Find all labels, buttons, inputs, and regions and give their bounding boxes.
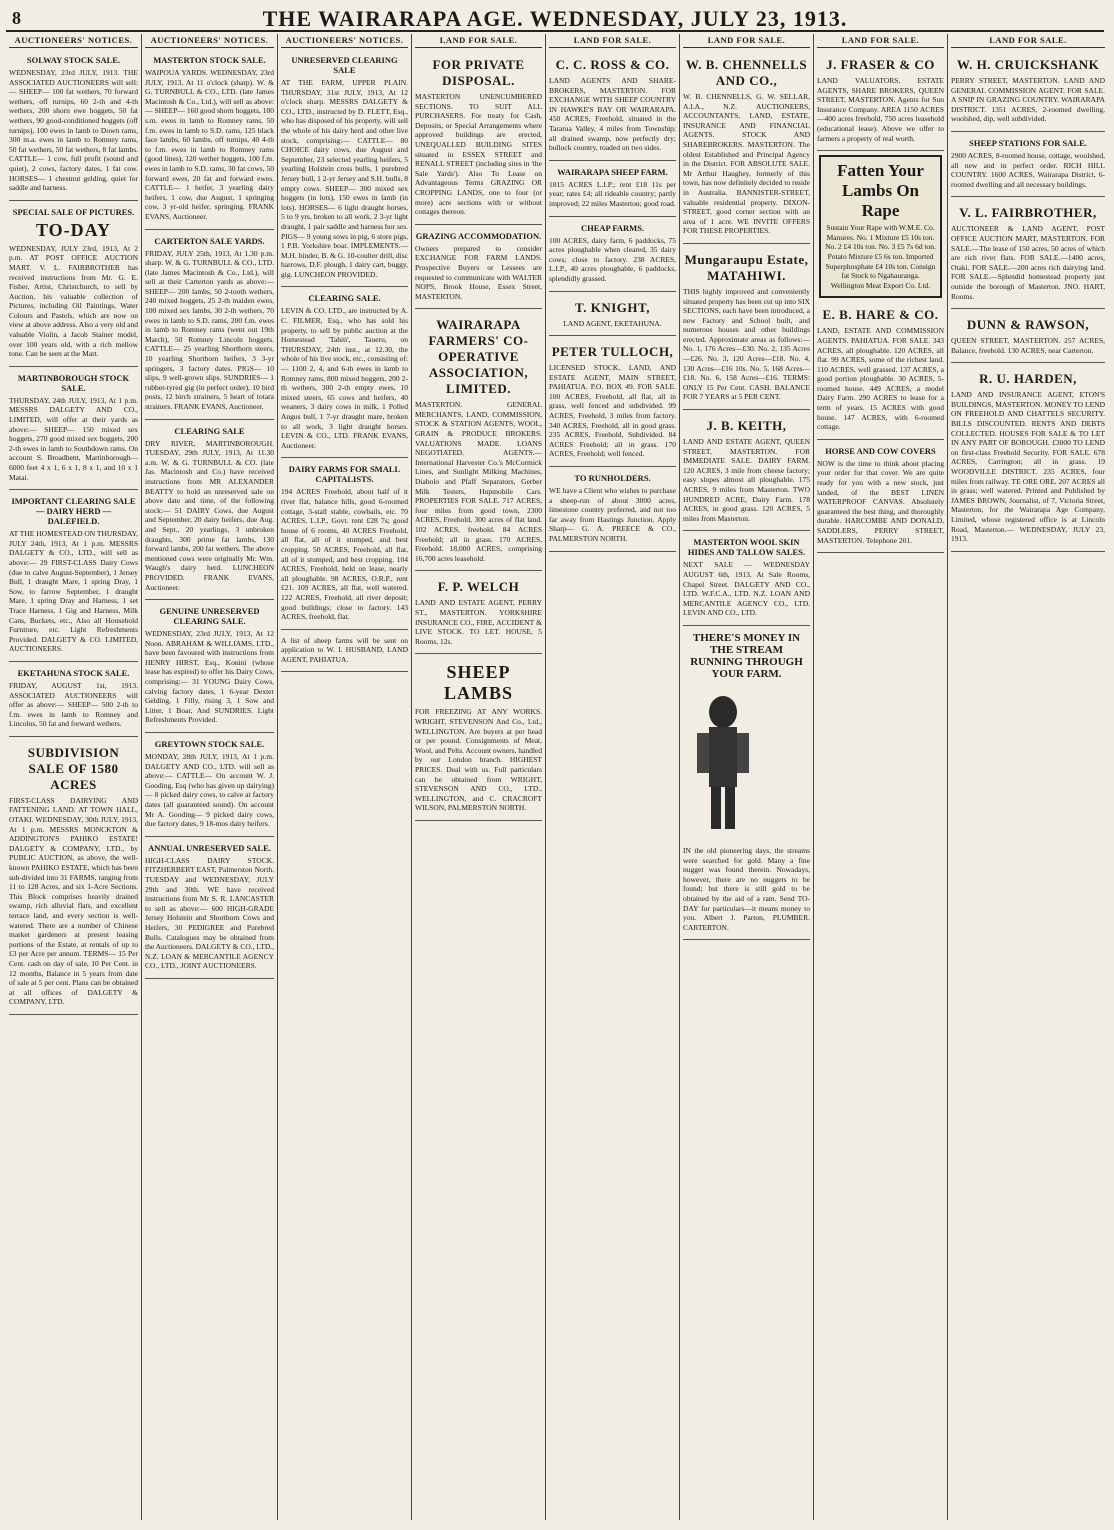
ad-fraser-and-co bbox=[817, 52, 944, 151]
ad-heading: V. L. FAIRBROTHER, bbox=[959, 205, 1097, 221]
ad-cruickshank bbox=[951, 52, 1105, 132]
ad-martinborough-stock-sale bbox=[9, 370, 138, 490]
ad-heading: J. FRASER & CO bbox=[826, 57, 935, 72]
ad-masterton-stock-sale bbox=[145, 52, 274, 230]
column-header: LAND FOR SALE. bbox=[683, 34, 810, 48]
ad-private-disposal bbox=[415, 52, 542, 225]
ad-heading: W. H. CRUICKSHANK bbox=[956, 57, 1100, 72]
ad-grazing-accommodation bbox=[415, 228, 542, 310]
column-7 bbox=[814, 34, 948, 1520]
ad-hare-and-co bbox=[817, 302, 944, 440]
ad-body: FRIDAY, JULY 25th, 1913, At 1.30 p.m. sharp. W. & G. TURNBULL & CO., LTD. (late James Macintosh & Co., Ltd.), will sell at their Carterton yards as above:— SHEEP— 200 lambs, 50 2-tooth wethers, 240 mixed hoggets, 25 2-th maiden ewes, 100 mixed sex lambs, 30 2-th wethers, 70 ewes in lamb to S.D. rams, 200 f.m. ewes in lamb to Romney rams (went out 19th March), 50 Romney Lincoln hoggets. CATTLE— 25 yearling Shorthorn steers, 10 yearling Shorthorn heifers, 3 3-yr springers, 3 factory dates. PIGS— 10 slips, 9 well-grown slips. SUNDRIES— 1 rubber-tyred gig (in perfect order), 10 bird posts, 12 birch strainers, 5 heart of totara strainers. FRANK EVANS, Auctioneer. bbox=[145, 248, 274, 411]
page-number: 8 bbox=[12, 8, 21, 28]
ad-body: Owners prepared to consider EXCHANGE FOR FARM LANDS. Prospective Buyers or Lessees are requested to communicate with WALTER NOPS, Brook House, Essex Street, MASTERTON. bbox=[415, 243, 542, 301]
ad-heading: FOR PRIVATE DISPOSAL. bbox=[432, 57, 525, 88]
ad-chennells bbox=[683, 52, 810, 244]
ad-horse-cow-covers bbox=[817, 443, 944, 553]
ad-body: THIS highly improved and conveniently situated property has been cut up into SIX SECTIONS, each have been introduced, a new Factory and School built, and numerous houses and other buildings erected. Approximate areas as follows:— No. 1, 176 Acres—£30. No. 2, 135 Acres—£26. No. 3, 120 Acres—£18. No. 4, 130 Acres—£16 10s. No. 5, 168 Acres—£18. No. 6, 158 Acres—£16. TERMS: ONLY 15 Per Cent. CASH. BALANCE FOR 7 YEARS at 5 PER CENT. bbox=[683, 286, 810, 402]
ad-heading: SPECIAL SALE OF PICTURES. bbox=[12, 206, 135, 217]
ad-dalefield-clearing-sale bbox=[9, 493, 138, 662]
ad-heading: C. C. ROSS & CO. bbox=[555, 57, 670, 72]
ad-body: DRY RIVER, MARTINBOROUGH. TUESDAY, 29th JULY, 1913, At 11.30 a.m. W. & G. TURNBULL & CO. (late Jas. Macintosh and Co.) have received instructions from MR ALEXANDER BEATTY to hold an unreserved sale on above date and time, of the following stock:— 51 DAIRY Cows, due August and September, 20 dairy heifers, due Aug. and Sept., 20 yearlings, 3 unbroken draughts, 300 prime fat lambs, 130 forward lambs, 200 fat wethers. The above mentioned cows were originally Mr. Wm. Waugh's dairy herd. LUNCHEON PROVIDED. FRANK EVANS, Auctioneer. bbox=[145, 438, 274, 592]
column-header: LAND FOR SALE. bbox=[951, 34, 1105, 48]
ad-heading: MARTINBOROUGH STOCK SALE. bbox=[17, 372, 130, 393]
ad-body: WEDNESDAY, 23rd JULY, 1913. THE ASSOCIATED AUCTIONEERS will sell:— SHEEP— 100 fat wethers, 70 forward wethers, off turnips, 60 2-th and 4-th wethers, 200 shorn ewe hoggets, 50 fat wethers, 90 good-conditioned hoggets (off turnips), 100 ewes in lamb to Down rams, 300 m.a. ewes in lamb to Romney rams, 50 fat wethers, 50 fat wethers, 8 fat lambs. CATTLE— 1 cow, full profit (sound and quiet), 2 cows, factory dates, 1 fat cow. HORSES— 1 chestnut gelding, quiet for saddle and harness. bbox=[9, 68, 138, 193]
ad-body: Sustain Your Rape with W.M.E. Co. Manures. No. 1 Mixture £5 10s ton. No. 2 £4 10s ton. No. 3 £5 7s 6d ton. Potato Mixture £5 6s ton. Imported Superphosphate £4 10s ton. Consign fat Stock to Ngahauranga. Wellington Meat Export Co. Ltd. bbox=[825, 223, 936, 290]
ad-cheap-farms bbox=[549, 220, 676, 292]
ad-heading: ANNUAL UNRESERVED SALE. bbox=[148, 842, 271, 853]
ad-mungaraupu-estate bbox=[683, 247, 810, 410]
ad-heading: GENUINE UNRESERVED CLEARING SALE. bbox=[159, 606, 260, 627]
column-4 bbox=[412, 34, 546, 1520]
newspaper-title: THE WAIRARAPA AGE. WEDNESDAY, JULY 23, 1913. bbox=[262, 6, 848, 31]
ad-body: MASTERTON. GENERAL MERCHANTS, LAND, COMMISSION, STOCK & STATION AGENTS, WOOL, GRAIN & PRODUCE BROKERS. VALUATIONS MADE. LOANS NEGOTIATED. AGENTS.—International Harvester Co.'s McCormick Lines, and Sunlight Milking Machines, Diabolo and Pfaff Separators, Gerber Milk Testers, Hupmobile Cars. PROPERTIES FOR SALE. 717 ACRES, four miles from good town, 2300 ACRES, Freehold, 300 acres of flat land. 102 ACRES, freehold. 84 ACRES Freehold; all in grass. 170 ACRES, Freehold. 18,000 ACRES, comprising 16,700 acres leasehold. bbox=[415, 400, 542, 563]
column-3 bbox=[278, 34, 412, 1520]
ad-money-in-stream bbox=[683, 629, 810, 940]
ad-fatten-lambs-rape bbox=[819, 155, 942, 298]
ad-body: WE have a Client who wishes to purchase a sheep-run of about 3000 acres, limestone country preferred, and not too far away from Hastings Junction. Apply Sharp— G. A. PREECE & CO., PALMERSTON NORTH. bbox=[549, 486, 676, 543]
ad-heading: WAIRARAPA SHEEP FARM. bbox=[557, 166, 668, 177]
ad-heading: PETER TULLOCH, bbox=[551, 344, 674, 360]
ad-fairbrother bbox=[951, 200, 1105, 309]
ad-heading: EKETAHUNA STOCK SALE. bbox=[17, 667, 130, 678]
ad-special-sale-pictures bbox=[9, 204, 138, 367]
ad-heading: HORSE AND COW COVERS bbox=[825, 445, 936, 456]
ad-body: NEXT SALE — WEDNESDAY AUGUST 6th, 1913. At Sale Rooms, Chapel Street. DALGETY AND CO., LTD. W.F.C.A., LTD. N.Z. LOAN AND MERCANTILE AGENCY CO., LTD. LEVIN AND CO., LTD. bbox=[683, 560, 810, 618]
masthead bbox=[6, 6, 1104, 32]
ad-heading: F. P. WELCH bbox=[437, 579, 520, 595]
ad-heading: SUBDIVISION SALE OF 1580 ACRES bbox=[27, 744, 120, 792]
ad-heading: THERE'S MONEY IN THE STREAM RUNNING THROUGH YOUR FARM. bbox=[690, 631, 803, 680]
ad-body: LAND AND ESTATE AGENT, QUEEN STREET, MASTERTON. FOR IMMEDIATE SALE. DAIRY FARM. 120 ACRES, 3 mile from cheese factory; easy slopes almost all ploughable. 175 ACRES, 9 miles from Masterton. TWO HUNDRED ACRE, Dairy Farm. 178 ACRES, in good grass. 120 ACRES, 5 miles from Masterton. bbox=[683, 437, 810, 523]
ad-heading: CLEARING SALE. bbox=[308, 293, 381, 304]
ad-heading: SHEEP STATIONS FOR SALE. bbox=[969, 137, 1087, 148]
ad-body: LAND VALUATORS, ESTATE AGENTS, SHARE BROKERS, QUEEN STREET, MASTERTON. Agents for Sun Insurance Company. AREA 1150 ACRES—400 acres freehold, 750 acres leasehold (educational lease). Above we offer to farmers a property of real worth. bbox=[817, 76, 944, 143]
ad-heading: R. U. HARDEN, bbox=[979, 371, 1077, 387]
ad-heading: SHEEP LAMBS bbox=[443, 662, 513, 704]
ad-body: FOR FREEZING AT ANY WORKS. WRIGHT, STEVENSON And Co., Ltd., WELLINGTON. Are buyers at per head or per pound. Consignments of Meat, Wool, and Pelts. Account owners, handled by our London branch. HIGHEST PRICES. Deal with us. Full particulars can be obtained from WRIGHT, STEVENSON AND CO., LTD., WELLINGTON, and C. CRACROFT WILSON, PALMERSTON NORTH. bbox=[415, 707, 542, 813]
ad-body: 194 ACRES Freehold, about half of it river flat, balance hills, good 6-roomed cottage, 3-stall stable, cowbails, etc. 70 ACRES, L.I.P., Govt. rent £28 7s; good house of 6 rooms, 40 ACRES Freehold, all flat, all of it stumped, and best cropping. 50 ACRES, Freehold, all flat, all of it stumped, and best cropping. 104 ACRES, Freehold, held on lease, nearly all ploughable. 98 ACRES, O.R.P., rent £21. 109 ACRES, all flat, well watered. 122 ACRES, Freehold, all river deposit; good buildings; close to factory. 143 ACRES, freehold, flat. bbox=[281, 487, 408, 622]
ad-clearing-sale-dry-river bbox=[145, 423, 274, 601]
ad-heading: CHEAP FARMS. bbox=[580, 222, 645, 233]
ad-ross-and-co bbox=[549, 52, 676, 161]
column-header: AUCTIONEERS' NOTICES. bbox=[281, 34, 408, 48]
ad-title: TO-DAY bbox=[35, 219, 112, 240]
ad-unreserved-clearing-sale bbox=[281, 52, 408, 287]
ad-heading: SOLWAY STOCK SALE. bbox=[26, 55, 121, 65]
ad-body: 1815 ACRES L.I.P.; rent £18 11s per year; rates £4; all rideable country; partly improved; 22 miles Masterton; good road. bbox=[549, 179, 676, 208]
ad-wairarapa-sheep-farm bbox=[549, 164, 676, 217]
ad-body: AUCTIONEER & LAND AGENT, POST OFFICE AUCTION MART, MASTERTON. FOR SALE.—The lease of 150 acres, 50 acres of which are rich river flats. FOR SALE.—1400 acres, Otaki. FOR SALE.—200 acres rich dairying land. FOR SALE.—Splendid homestead property just outside the borough of Masterton. JNO. HART, Rooms. bbox=[951, 224, 1105, 301]
ad-heading: GRAZING ACCOMMODATION. bbox=[415, 230, 542, 241]
ad-annual-unreserved-sale bbox=[145, 840, 274, 979]
ad-body: LAND, ESTATE AND COMMISSION AGENTS. PAHIATUA. FOR SALE. 343 ACRES, all ploughable. 120 ACRES, all flat. 99 ACRES, some of the richest land. 110 ACRES, well grassed. 137 ACRES, a good portion ploughable. 30 ACRES, 5-roomed house. 449 ACRES, a model Dairy Farm. 290 ACRES to lease for a term of years. 15 ACRES with good house. 147 ACRES, with 6-roomed cottage. bbox=[817, 326, 944, 432]
ad-body: LAND AND INSURANCE AGENT, ETON'S BUILDINGS, MASTERTON. MONEY TO LEND ON FREEHOLD AND CHATTELS SECURITY. BILLS DISCOUNTED. RENTS AND DEBTS COLLECTED. HOUSES FOR SALE & TO LET IN ANY PART OF BOROUGH. £3000 TO LEND on first-class Freehold Security. FOR SALE. 678 ACRES, Carrington; all in grass. 19 WOODVILLE DISTRICT. 235 ACRES, four miles from railway. TE ORE ORE. 207 ACRES all in grass; well watered. Printed and Published by JAMES BROWN, Journalist, of 7, Victoria Street, Masterton, for the Wairarapa Age Company, Limited, whose registered office is at Lincoln Road, Masterton.— WEDNESDAY, JULY 23, 1913. bbox=[951, 390, 1105, 544]
ad-dunn-rawson bbox=[951, 312, 1105, 363]
ad-greytown-stock-sale bbox=[145, 736, 274, 837]
ad-heading: Mungaraupu Estate, MATAHIWI. bbox=[684, 251, 809, 283]
ad-eketahuna-stock-sale bbox=[9, 665, 138, 737]
ad-body: LAND AGENT, EKETAHUNA. bbox=[563, 318, 662, 328]
ad-heading: E. B. HARE & CO. bbox=[822, 307, 939, 323]
ad-body: MASTERTON UNENCUMBERED SECTIONS. TO SUIT ALL PURCHASERS. For treaty for Cash, Deposits, or Special Arrangements where approved buildings are erected, UNEQUALLED BUILDING SITES situated in ESSEX STREET and RENALL STREET (including sites in 'the Sale Yards'). Also To Lease on Advantageous Terms GRAZING OR CROPPING LANDS, one to four (or more) acre sections with or without cottages thereon. bbox=[415, 92, 542, 217]
ad-pahiko-estate bbox=[9, 740, 138, 1015]
ad-heading: WAIRARAPA FARMERS' CO-OPERATIVE ASSOCIATION, LIMITED. bbox=[428, 317, 529, 397]
ad-body: AT THE FARM, UPPER PLAIN. THURSDAY, 31st JULY, 1913, At 12 o'clock sharp. MESSRS DALGETY & CO., LTD., instructed by D. FLETT, Esq., who has disposed of his property, will sell the whole of his dairy herd and other live stock, comprising:— CATTLE— 80 CHOICE dairy cows, due August and September, 23 selected yearling heifers, 5 yearling Holstein cross bulls, 1 purebred Jersey bull, 1 2-yr Jersey and S.H. bulls, 8 empty cows. SHEEP— 300 mixed sex hoggets (in lots), 150 ewes in lamb (in lots). HORSES— 6 light draught horses, 5 to 9 yrs, broken to all work, 2 3-yr light draught, 1 pair saddle and harness hor ses. PIGS— 9 young sows in pig, 6 store pigs, 1 P.B. Yorkshire boar. IMPLEMENTS.—M.H. binder, B. & G. 10-coulter drill, disc harrows, D.F. plough, 1 dairy cart, buggy, gig. LUNCHEON PROVIDED. bbox=[281, 78, 408, 279]
ad-body: FRIDAY, AUGUST 1st, 1913. ASSOCIATED AUCTIONEERS will offer as above:— SHEEP— 500 2-th to f.m. ewes in lamb to Romney and Lincolns, 50 fat and forward wethers. bbox=[9, 680, 138, 729]
ad-heading: J. B. KEITH, bbox=[706, 418, 787, 434]
ad-heading: MASTERTON WOOL SKIN HIDES AND TALLOW SALES. bbox=[687, 537, 806, 558]
ad-body: LEVIN & CO. LTD., are instructed by A. C. FILMER, Esq., who has sold his property, to sell by public auction at the Homestead 'Tahiti', Taueru, on THURSDAY, 24th inst., at 12.30, the whole of his live stock, etc., consisting of:— 1100 2, 4, and 6-th ewes in lamb to Romney rams, 800 mixed hoggets, 200 2-th wethers, 300 2-th empty ewes, 10 mixed steers, 65 cows and heifers, 40 weaners, 3 dairy cows in milk, 1 Polled Angus bull, 1 7-yr draught mare, broken to all work, 3 light draught horses. LEVIN & CO., LTD. FRANK EVANS, Auctioneer. bbox=[281, 306, 408, 450]
ad-body: WEDNESDAY, JULY 23rd, 1913, At 2 p.m. AT POST OFFICE AUCTION MART. V. L. FAIRBROTHER has received instructions from Mr. G. E. Fisher, Artist, Christchurch, to sell by Auction, his valuable collection of Pictures, including Oil Paintings, Water Colours and Pastels, which are now on view at above address. Also a very old and valuable Violin, a Jacob Stainer model, over 100 years old, with a rich mellow tone. Can be seen at the Mart. bbox=[9, 243, 138, 359]
column-8 bbox=[948, 34, 1108, 1520]
ad-body: 2900 ACRES, 8-roomed house, cottage, woolshed, all new and in perfect order. RICH HILL COUNTRY. 1600 ACRES, Wairarapa District, 6-roomed dwelling and all necessary buildings. bbox=[951, 150, 1105, 189]
ad-body: THURSDAY, 24th JULY, 1913, At 1 p.m. MESSRS DALGETY AND CO., LIMITED, will offer at their yards as above:— SHEEP— 150 mixed sex hoggets, 270 good mixed sex hoggets, 200 2-th ewes in lamb to Southdown rams. On account S. Broadbent, Martinborough— 6000 feet 4 x 1, 6 x 1, 8 x 1, and 10 x 1 Matai. bbox=[9, 395, 138, 482]
ad-body: W. B. CHENNELLS, G. W. SELLAR, A.I.A., N.Z. AUCTIONEERS, ACCOUNTANTS, LAND, ESTATE, INSURANCE AND FINANCIAL AGENTS. STOCK AND SHAREBROKERS. MASTERTON. The oldest Established and Principal Agency in the District. FOR ABSOLUTE SALE. Mr Arthur Haughey, formerly of this town, has now definitely decided to reside in Australia. BANNISTER-STREET, valuable residential property. DIXON-STREET, good corner section with an area of 1 acre. WE INVITE OFFERS FOR THESE PROPERTIES. bbox=[683, 92, 810, 236]
column-header: AUCTIONEERS' NOTICES. bbox=[145, 34, 274, 48]
cherub-figure-illustration bbox=[683, 687, 763, 837]
ad-heading: T. KNIGHT, bbox=[575, 299, 650, 315]
ad-peter-tulloch bbox=[549, 339, 676, 467]
ad-body: PERRY STREET, MASTERTON. LAND AND GENERAL COMMISSION AGENT. FOR SALE. A SNIP IN GRAZING COUNTRY. WAIRARAPA DISTRICT. 1351 ACRES, 2-roomed dwelling, woolshed, dip, well subdivided. bbox=[951, 76, 1105, 124]
column-header: LAND FOR SALE. bbox=[415, 34, 542, 48]
column-5 bbox=[546, 34, 680, 1520]
ad-body: A list of sheep farms will be sent on application to W. I. HUSBAND, LAND AGENT, PAHIATUA. bbox=[281, 635, 408, 664]
ad-heading: GREYTOWN STOCK SALE. bbox=[154, 739, 265, 750]
ad-dairy-farms bbox=[281, 461, 408, 629]
ad-heading: Fatten Your Lambs On Rape bbox=[837, 161, 924, 221]
column-2 bbox=[142, 34, 278, 1520]
ad-to-runholders bbox=[549, 470, 676, 552]
ad-husband-land-agent bbox=[281, 633, 408, 673]
ad-harden bbox=[951, 366, 1105, 552]
ad-knight bbox=[549, 295, 676, 337]
ad-wool-skin-sales bbox=[683, 534, 810, 626]
ad-body: QUEEN STREET, MASTERTON. 257 ACRES, Balance, freehold. 130 ACRES, near Carterton. bbox=[951, 336, 1105, 355]
ad-heading: W. B. CHENNELLS AND CO., bbox=[685, 57, 808, 88]
ad-body: WEDNESDAY, 23rd JULY, 1913, At 12 Noon. ABRAHAM & WILLIAMS, LTD., have been favoured with instructions from HENRY HIRST, Esq., Konini (whose lease has expired) to offer his Dairy Cows, comprising:— 31 YOUNG Dairy Cows, calving factory dates, 1 6-year Dexter Gelding, 1 Filly, rising 3, 1 Sow and Litter, 1 Boar, And SUNDRIES. Light Refreshments Provided. bbox=[145, 629, 274, 725]
ad-clearing-sale-levin bbox=[281, 290, 408, 458]
ad-wairarapa-farmers-coop bbox=[415, 312, 542, 571]
ad-solway-stock-sale bbox=[9, 52, 138, 201]
column-header: LAND FOR SALE. bbox=[817, 34, 944, 48]
ad-body: 100 ACRES, dairy farm, 6 paddocks, 75 acres ploughable when cleared, 35 dairy cows; close to factory. 238 ACRES, L.I.P., 40 acres ploughable, 6 paddocks, splendidly grassed. bbox=[549, 235, 676, 283]
column-header: AUCTIONEERS' NOTICES. bbox=[9, 34, 138, 48]
column-header: LAND FOR SALE. bbox=[549, 34, 676, 48]
ad-body: LAND AGENTS AND SHARE-BROKERS, MASTERTON. FOR EXCHANGE WITH SHEEP COUNTRY IN HAWKE'S BAY OR WAIRARAPA. 450 ACRES, Freehold, situated in the Tararua Valley, 4 miles from Township; all drained swamp, now perfectly dry; bullock country, roaded on two sides. bbox=[549, 76, 676, 153]
ad-heading: MASTERTON STOCK SALE. bbox=[153, 55, 266, 65]
ad-body: IN the old pioneering days, the streams were searched for gold. Many a fine nugget was found therein. Nowadays, however, there are no nuggets to be found; but there is still gold to be obtained by the aid of a ram. Send TO-DAY for particulars—it means money to you. Albert J. Parton, PLUMBER. CARTERTON. bbox=[683, 845, 810, 932]
ad-body: FIRST-CLASS DAIRYING AND FATTENING LAND. AT TOWN HALL, OTAKI. WEDNESDAY, 30th JULY, 1913, At 1 p.m. MESSRS MONCKTON & ADDINGTON'S PAHIKO ESTATE! DALGETY & COMPANY, LTD., by PUBLIC AUCTION, as above, the well-known PAHIKO ESTATE, which has been sub-divided into 31 FARMS, ranging from 11 to 128 Acres, and six 1-Acre Sections. This Block comprises heavily drained swamp, rich alluvial flats, and excellent terrace land, and every section is well-watered. There are a number of Chinese market gardeners at present leasing portions of the Estate, at rentals of up to £3 per Acre per annum. TERMS— 15 Per Cent. cash on day of sale, 10 Per Cent. in 12 months, Balance in 5 years from date of sale at 5 per cent. Plans can be obtained at all offices of DALGETY & COMPANY, LTD. bbox=[9, 795, 138, 1007]
ad-heading: DAIRY FARMS FOR SMALL CAPITALISTS. bbox=[288, 464, 401, 485]
ad-body: NOW is the time to think about placing your order for that cover. We are quite ready for you with a new stock, just landed, of the BEST LINEN WATERPROOF CANVAS. Absolutely guaranteed the best thing, and thoroughly durable. HARCOMBE AND DONALD, SADDLERS, PERRY STREET, MASTERTON. Telephone 201. bbox=[817, 458, 944, 545]
ad-heading: IMPORTANT CLEARING SALE — DAIRY HERD — DALEFIELD. bbox=[11, 496, 136, 527]
column-1 bbox=[6, 34, 142, 1520]
ad-heading: DUNN & RAWSON, bbox=[966, 317, 1090, 333]
ad-heading: CLEARING SALE bbox=[174, 425, 245, 436]
ad-sheep-lambs bbox=[415, 657, 542, 821]
column-6 bbox=[680, 34, 814, 1520]
ad-body: AT THE HOMESTEAD ON THURSDAY, JULY 24th, 1913, At 1 p.m. MESSRS DALGETY & CO., LTD., will sell as above:— 29 FIRST-CLASS Dairy Cows (due to calve August-September), 1 Jersey Bull, 1 draught Mare, 1 spring Dray, 1 Sow, to farrow September, 1 draught Mare, 1 spring Dray and Harness, 1 set Trace Harness, 1 Gig and Harness, Milk Cans, Buckets, etc., Also all Household Furniture, etc. Light Refreshments Provided. DALGETY & CO. LIMITED, AUCTIONEERS. bbox=[9, 529, 138, 654]
ad-keith bbox=[683, 413, 810, 531]
ad-carterton-sale-yards bbox=[145, 233, 274, 420]
ad-body: WAIPOUA YARDS. WEDNESDAY, 23rd JULY, 1913, At 11 o'clock (sharp). W. & G. TURNBULL & CO., LTD. (late James Macintosh & Co., Ltd.), will sell as above:— SHEEP— 160 good shorn hoggets, 100 s.m. ewes in lamb to Romney rams, 50 f.m. ewes in lamb to S.D. rams, 125 black face lambs, 60 lambs, off turnips, 40 4-th to f.m. ewes in lamb to Romney rams (good lines), 120 wether hoggets, 100 f.m. ewes in lamb to S.D. rams, 30 fat cows, 50 forward ewes, 20 fat and forward ewes. CATTLE— 1 heifer, 3 yearling dairy heifers, 1 cow, due August, 1 springing cow, 3 yr-old heifer, springing. FRANK EVANS, Auctioneer. bbox=[145, 68, 274, 221]
ad-body: LICENSED STOCK, LAND, AND ESTATE AGENT, MAIN STREET, PAHIATUA. P.O. BOX 49. FOR SALE. 100 ACRES, Freehold, all flat, all in grass, well fenced and subdivided. 99 ACRES, Freehold, 3 miles from factory. 340 ACRES, Freehold, all in good grass. 235 ACRES, Freehold, Subdivided. 84 ACRES Freehold; all in grass. 170 ACRES, Freehold; well fenced. bbox=[549, 363, 676, 459]
ad-welch bbox=[415, 574, 542, 654]
ad-body: LAND AND ESTATE AGENT, PERRY ST., MASTERTON. YORKSHIRE INSURANCE CO., FIRE, ACCIDENT & LIVE STOCK. TO LET. HOUSE, 5 Rooms, 12s. bbox=[415, 598, 542, 646]
ad-heading: CARTERTON SALE YARDS. bbox=[154, 235, 265, 246]
ad-sheep-stations bbox=[951, 135, 1105, 197]
ad-genuine-clearing-sale bbox=[145, 603, 274, 733]
ad-heading: TO RUNHOLDERS. bbox=[574, 473, 651, 484]
ad-body: MONDAY, 28th JULY, 1913, At 1 p.m. DALGETY AND CO., LTD. will sell as above:— CATTLE— On account W. J. Gooding, Esq (who has given up dairying)— 8 picked dairy cows, to calve at factory dates (all guaranteed sound). On account Mr A. Gooding— 9 picked dairy cows, due factory dates, 9 18-mos dairy heifers. bbox=[145, 752, 274, 829]
ad-heading: UNRESERVED CLEARING SALE bbox=[291, 55, 398, 75]
ad-body: HIGH-CLASS DAIRY STOCK. FITZHERBERT EAST, Palmerston North. TUESDAY and WEDNESDAY, JULY 29th and 30th. WE have received instructions from Mr S. R. LANCASTER to sell as above:— 600 HIGH-GRADE Jersey Holstein and Shorthorn Cows and Heifers, 30 PEDIGREE and Purebred Bulls. Catalogues may be obtained from the Auctioneers. DALGETY & CO., LTD., N.Z. LOAN & MERCANTILE AGENCY CO., LTD., JOINT AUCTIONEERS. bbox=[145, 855, 275, 971]
